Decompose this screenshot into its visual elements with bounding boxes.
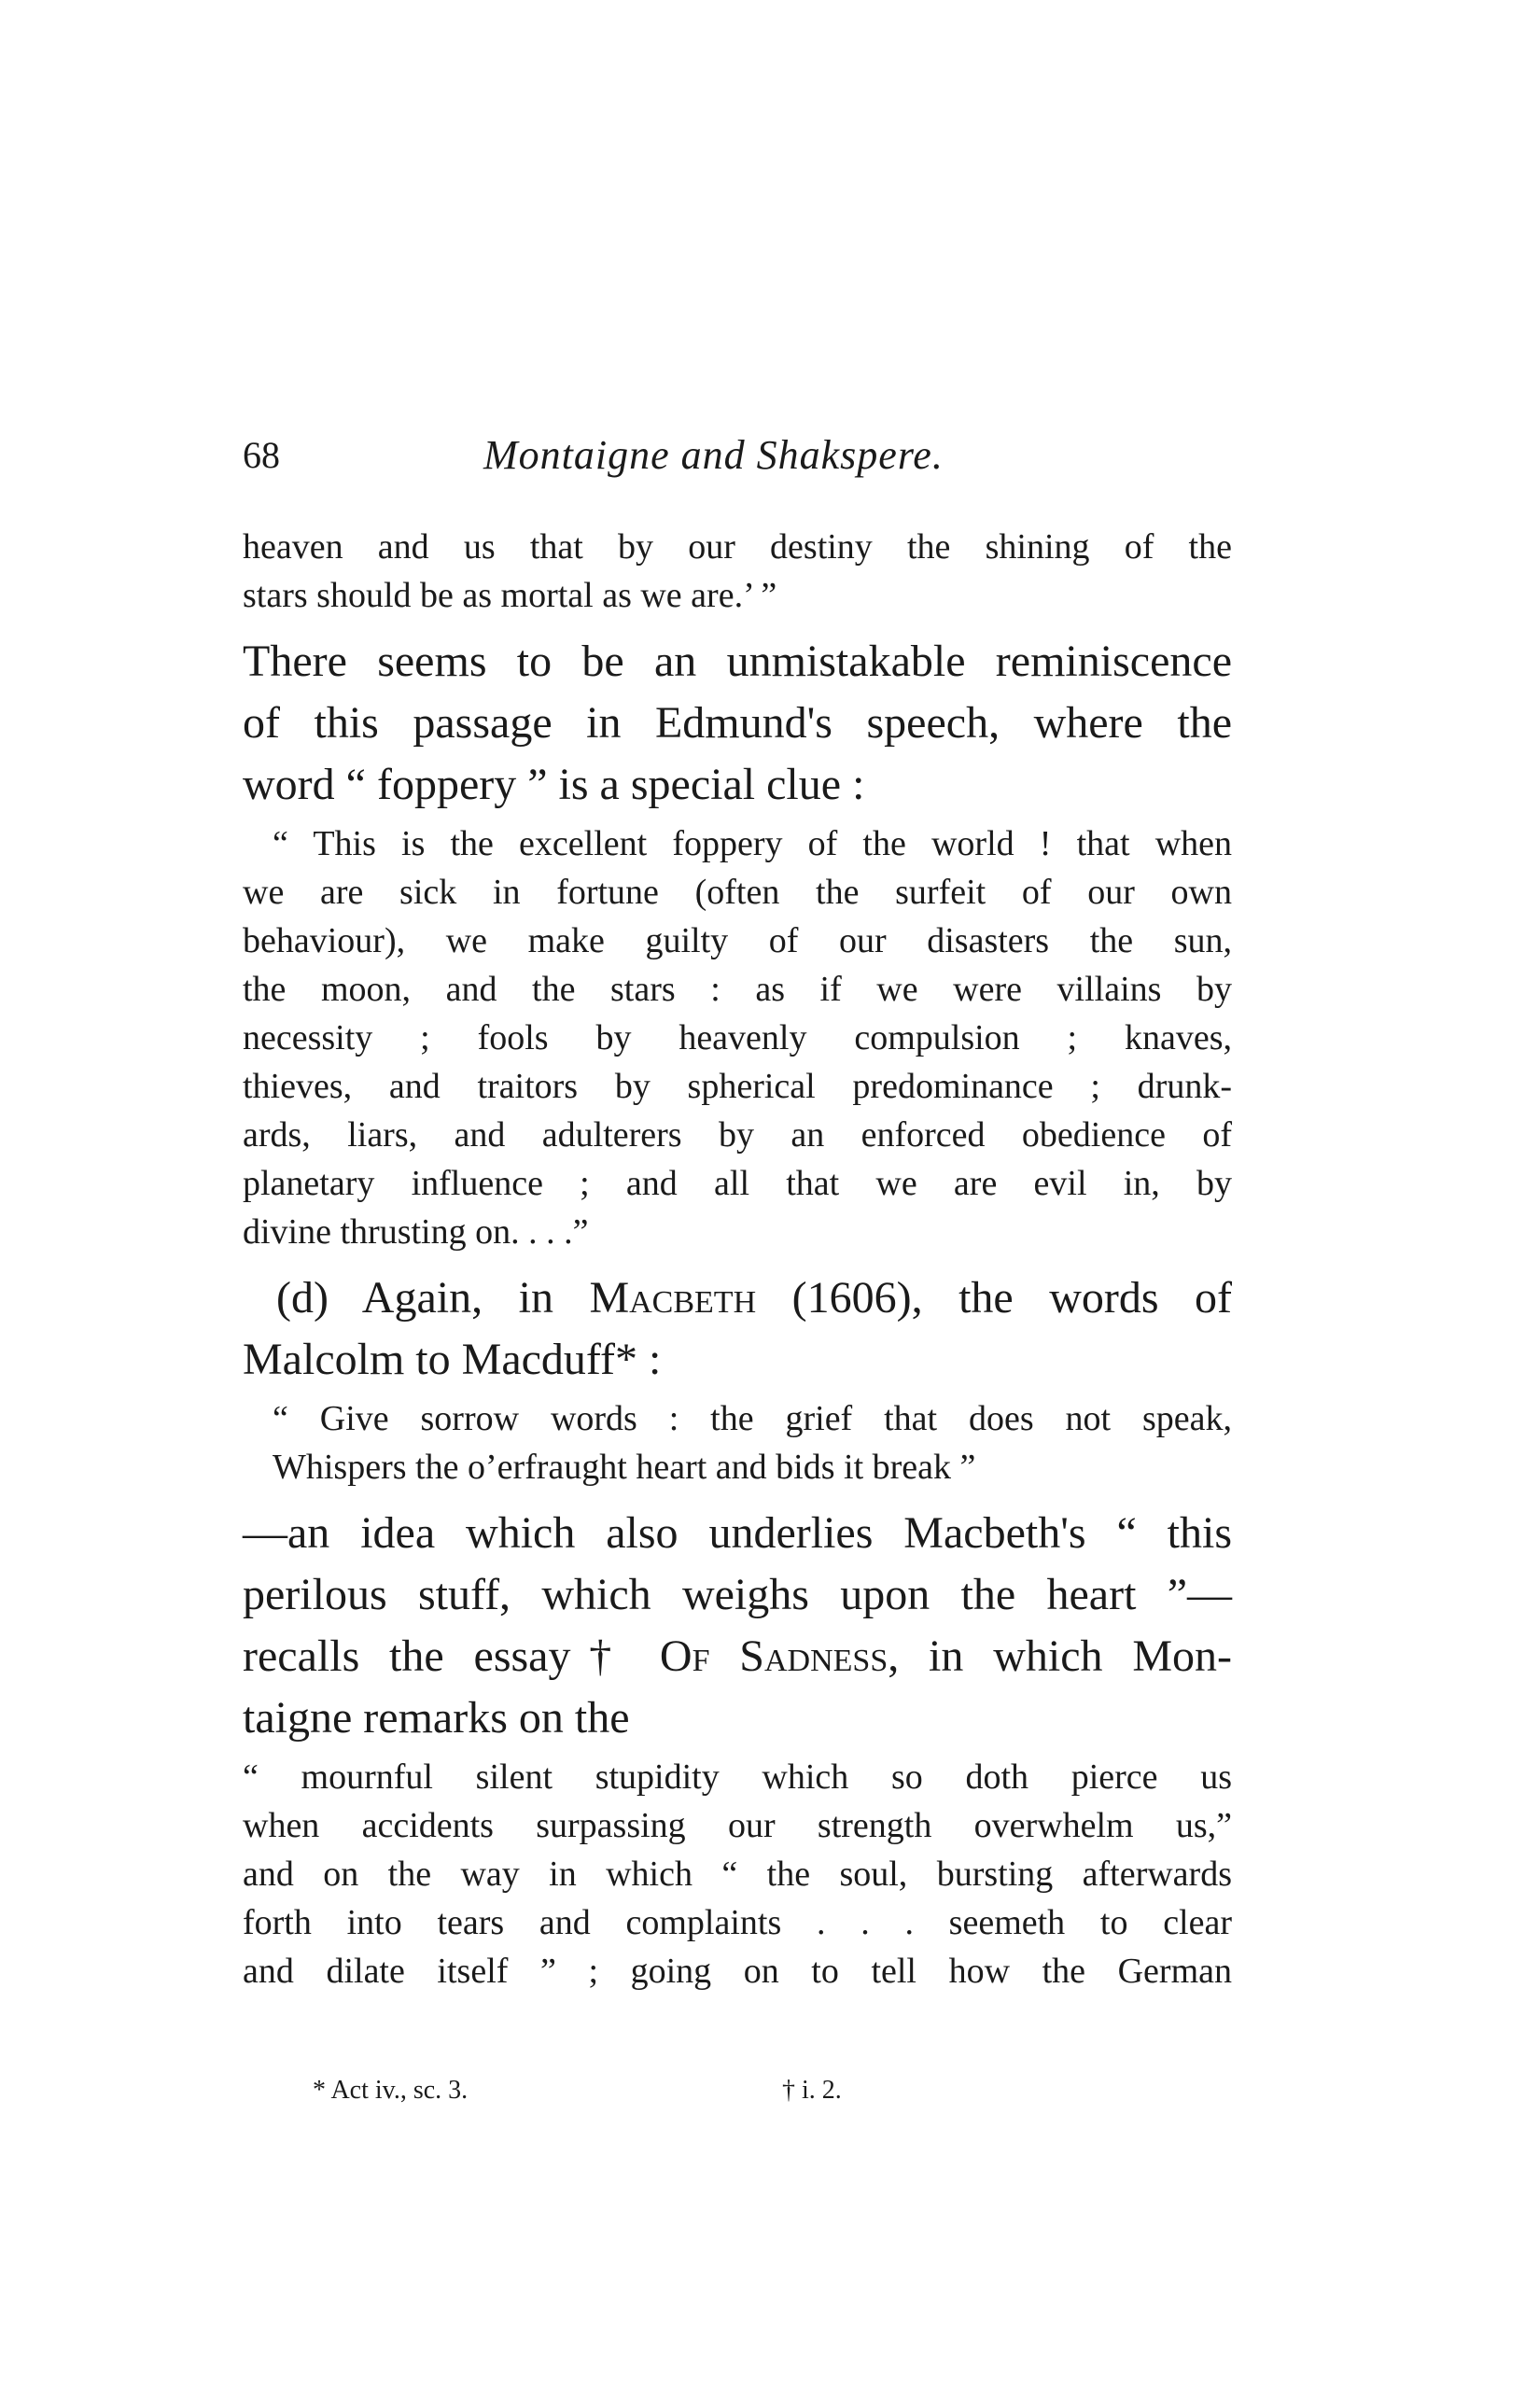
page-header	[243, 427, 1232, 483]
text-line: Whispers the o’erfraught heart and bids it break ”	[273, 1448, 976, 1487]
text-line: “ Give sorrow words : the grief that does not speak,	[273, 1399, 1232, 1438]
text-line: word “ foppery ” is a special clue :	[243, 760, 865, 809]
footnote-act-scene: * Act iv., sc. 3.	[313, 2076, 469, 2105]
page-number: 68	[243, 434, 280, 476]
text-segment: (d) Again, in	[276, 1273, 590, 1323]
text-line: behaviour), we make guilty of our disasters the sun,	[243, 921, 1232, 960]
text-line	[276, 1267, 1232, 1329]
text-segment: (1606), the words of	[756, 1273, 1233, 1323]
running-title: Montaigne and Shakspere.	[483, 432, 944, 478]
text-line: heaven and us that by our destiny the shining of the	[243, 527, 1232, 567]
text-line: of this passage in Edmund's speech, where the	[243, 698, 1232, 748]
text-line: we are sick in fortune (often the surfeit of our own	[243, 873, 1232, 912]
text-line: ards, liars, and adulterers by an enforced obedience of	[243, 1115, 1232, 1155]
text-line	[243, 1626, 1232, 1687]
text-line: “ This is the excellent foppery of the world ! that when	[273, 824, 1232, 863]
text-line: the moon, and the stars : as if we were villains by	[243, 970, 1232, 1009]
text-line: when accidents surpassing our strength overwhelm us,”	[243, 1806, 1232, 1845]
text-line: “ mournful silent stupidity which so doth pierce us	[243, 1757, 1232, 1797]
text-line: stars should be as mortal as we are.’ ”	[243, 576, 777, 615]
text-line: forth into tears and complaints . . . seemeth to clear	[243, 1903, 1232, 1942]
text-line: taigne remarks on the	[243, 1693, 630, 1743]
text-line: —an idea which also underlies Macbeth's “ this	[243, 1508, 1232, 1558]
text-line: planetary influence ; and all that we are evil in, by	[243, 1164, 1232, 1203]
text-line: Malcolm to Macduff* :	[243, 1335, 662, 1384]
text-line: perilous stuff, which weighs upon the heart ”—	[243, 1570, 1232, 1619]
text-segment: recalls the essay†	[243, 1631, 660, 1681]
text-line: necessity ; fools by heavenly compulsion ; knaves,	[243, 1018, 1232, 1057]
play-title-macbeth: Macbeth	[589, 1273, 757, 1323]
footnote-essay-ref: † i. 2.	[782, 2076, 842, 2105]
text-line: There seems to be an unmistakable reminiscence	[243, 637, 1232, 686]
text-line: and dilate itself ” ; going on to tell how the German	[243, 1952, 1232, 1991]
text-line: divine thrusting on. . . .”	[243, 1212, 589, 1252]
text-line: and on the way in which “ the soul, bursting afterwards	[243, 1855, 1232, 1894]
text-line: thieves, and traitors by spherical predominance ; drunk-	[243, 1067, 1232, 1106]
text-segment: , in which Mon-	[888, 1631, 1232, 1681]
essay-title-of-sadness: Of Sadness	[659, 1631, 888, 1681]
